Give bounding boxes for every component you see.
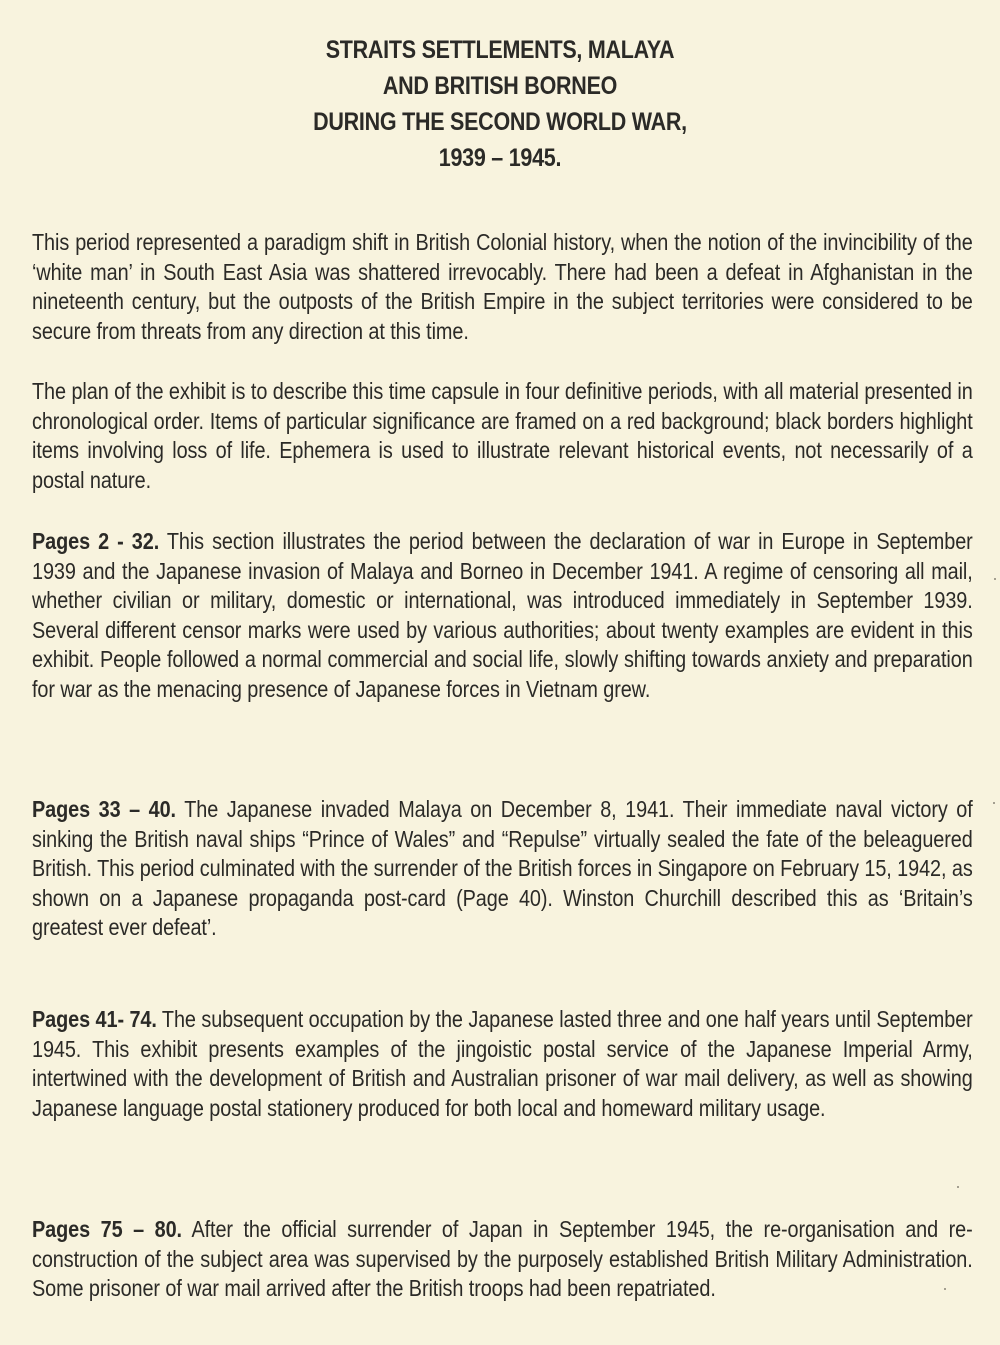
title-line-4: 1939 – 1945.: [438, 144, 562, 172]
section-label: Pages 75 – 80.: [32, 1216, 182, 1242]
section-paragraph-pages-41-74: [32, 1005, 973, 1123]
section-text: This section illustrates the period between the declaration of war in Europe in September 1939 and the Japanese invasion of Malaya and Borneo in December 1941. A regime of censoring all mail, whether civilian or military, domestic or international, was introduced immediately in September 1939. Several different censor marks were used by various authorities; about twenty examples are evident in this exhibit. People followed a normal commercial and social life, slowly shifting towards anxiety and preparation for war as the menacing presence of Japanese forces in Vietnam grew.: [32, 528, 973, 702]
section-text: The subsequent occupation by the Japanese lasted three and one half years until September 1945. This exhibit presents examples of the jingoistic postal service of the Japanese Imperial Army, intertwined with the development of British and Australian prisoner of war mail delivery, as well as showing Japanese language postal stationery produced for both local and homeward military usage.: [32, 1006, 973, 1121]
title-line-3: DURING THE SECOND WORLD WAR,: [313, 108, 687, 136]
paper-speck: [993, 802, 995, 804]
section-paragraph-pages-33-40: [32, 795, 973, 943]
paper-speck: [944, 1288, 946, 1290]
paper-speck: [994, 578, 996, 580]
section-paragraph-pages-2-32: [32, 527, 973, 705]
intro-paragraph: This period represented a paradigm shift in British Colonial history, when the notion of the invincibility of the ‘white man’ in South East Asia was shattered irrevocably. There had been a defeat in Afghanistan in the nineteenth century, but the outposts of the British Empire in the subject territories were considered to be secure from threats from any direction at this time.: [32, 229, 973, 344]
section-paragraph-pages-75-80: [32, 1215, 973, 1304]
title-line-2: AND BRITISH BORNEO: [382, 72, 618, 100]
plan-paragraph: The plan of the exhibit is to describe this time capsule in four definitive periods, with all material presented in chronological order. Items of particular significance are framed on a red background; black borders highlight items involving loss of life. Ephemera is used to illustrate relevant historical events, not necessarily of a postal nature.: [32, 378, 973, 493]
title-line-1: STRAITS SETTLEMENTS, MALAYA: [325, 36, 675, 64]
section-label: Pages 41- 74.: [32, 1006, 157, 1032]
section-label: Pages 33 – 40.: [32, 796, 176, 822]
section-text: The Japanese invaded Malaya on December 8, 1941. Their immediate naval victory of sinking the British naval ships “Prince of Wales” and “Repulse” virtually sealed the fate of the beleaguered British. This period culminated with the surrender of the British forces in Singapore on February 15, 1942, as shown on a Japanese propaganda post-card (Page 40). Winston Churchill described this as ‘Britain’s greatest ever defeat’.: [32, 796, 973, 941]
section-label: Pages 2 - 32.: [32, 528, 160, 554]
page-title: [70, 32, 930, 176]
paper-speck: [957, 1186, 959, 1188]
section-text: After the official surrender of Japan in September 1945, the re-organisation and re-construction of the subject area was supervised by the purposely established British Military Administration. Some prisoner of war mail arrived after the British troops had been repatriated.: [32, 1216, 973, 1302]
